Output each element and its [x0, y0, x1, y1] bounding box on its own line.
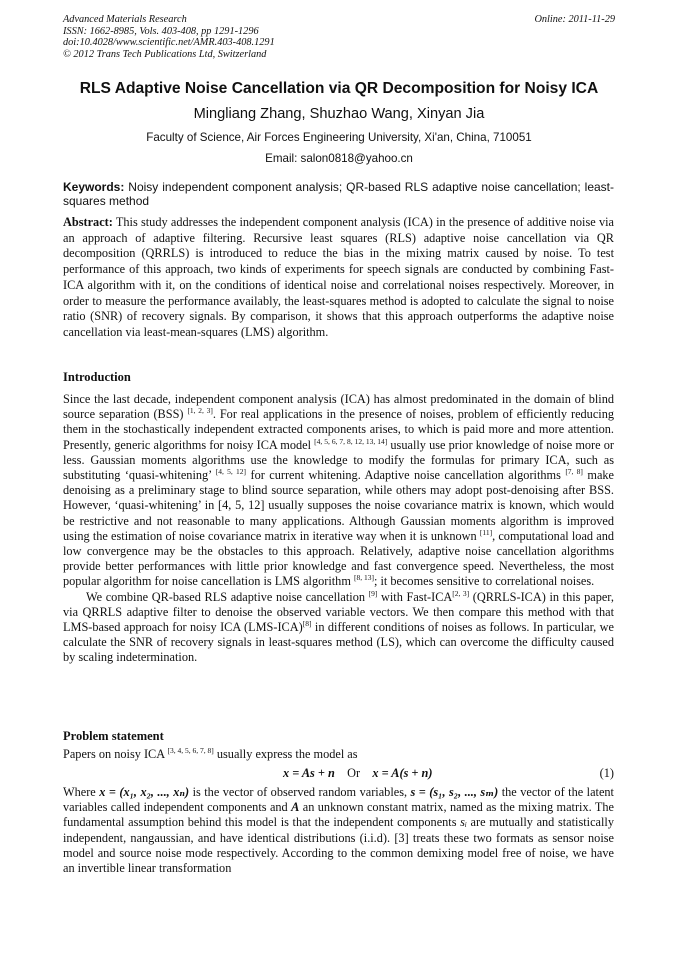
equation-1-content	[283, 766, 432, 781]
copyright-line: © 2012 Trans Tech Publications Ltd, Switzerland	[63, 48, 267, 60]
journal-header	[63, 14, 615, 60]
citation: [9]	[368, 588, 378, 598]
citation: [2, 3]	[452, 588, 470, 598]
problem-lead	[63, 747, 614, 762]
citation: [4, 5, 12]	[215, 467, 247, 477]
citation: [11]	[479, 527, 493, 537]
doi-line: doi:10.4028/www.scientific.net/AMR.403-408.1291	[63, 37, 275, 49]
equation-sensor-noise: x = As + n	[283, 766, 335, 780]
author-list: Mingliang Zhang, Shuzhao Wang, Xinyan Jia	[193, 106, 485, 122]
problem-text: the vector of the latent variables called independent components and	[63, 785, 614, 815]
citation: [8, 13]	[353, 573, 374, 583]
problem-lead-text: Papers on noisy ICA	[63, 747, 168, 761]
vector-s: s = (s₁, s₂, ..., sₘ)	[410, 785, 499, 799]
citation: [3, 4, 5, 6, 7, 8]	[167, 746, 214, 755]
abstract-block	[63, 215, 614, 341]
problem-text: Where	[63, 785, 100, 799]
paragraph-text: usually use prior knowledge of noise more or less. Gaussian moments algorithms use the knowledge to modify the formulas for primary ICA, such as substituting ‘quasi-whitening’	[63, 437, 615, 483]
equation-source-noise: x = A(s + n)	[372, 766, 433, 780]
equation-1	[63, 766, 614, 782]
paragraph-text: in different conditions of noises as follows. In particular, we calculate the SNR of recovery signals in least-squares method (LS), which can overcome the difficulty caused by scaling indetermination.	[63, 620, 615, 665]
keywords-text: Noisy independent component analysis; QR-based RLS adaptive noise cancellation; least-squares method	[63, 180, 614, 208]
paragraph-text: (QRRLS-ICA) in this paper, via QRRLS adaptive filter to denoise the observed variable vectors. We then compare this method with that LMS-based approach for noisy ICA (LMS-ICA)	[63, 589, 614, 635]
equation-number: (1)	[599, 766, 614, 780]
equation-or: Or	[347, 766, 361, 780]
paragraph-text: ; it becomes sensitive to correlational noises.	[373, 574, 595, 589]
paragraph-text: , computational load and low convergence may be the obstacles to this approach. Relatively, adaptive noise cancellation algorithms provide better performances with little prior knowledge and fast convergence speed. Nevertheless, the most popular algorithm for noise cancellation is LMS algorithm	[63, 528, 614, 589]
introduction-paragraph-2	[63, 590, 614, 666]
section-heading-introduction: Introduction	[63, 370, 131, 384]
journal-name: Advanced Materials Research	[63, 14, 187, 25]
citation: [1, 2, 3]	[187, 406, 213, 416]
abstract-label: Abstract:	[63, 215, 113, 229]
keywords-label: Keywords:	[63, 180, 125, 194]
affiliation: Faculty of Science, Air Forces Engineering University, Xi'an, China, 710051	[146, 131, 532, 144]
issn-line: ISSN: 1662-8985, Vols. 403-408, pp 1291-1296	[63, 25, 259, 37]
paragraph-text: with Fast-ICA	[377, 589, 453, 604]
paragraph-text: We combine QR-based RLS adaptive noise cancellation	[86, 589, 369, 604]
problem-lead-text-end: usually express the model as	[213, 747, 358, 761]
paper-title: RLS Adaptive Noise Cancellation via QR Decomposition for Noisy ICA	[79, 80, 599, 97]
vector-x: x = (x₁, x₂, ..., xₙ)	[99, 785, 190, 799]
citation: [7, 8]	[565, 467, 583, 477]
paragraph-text: Since the last decade, independent component analysis (ICA) has almost predominated in the domain of blind source separation (BSS)	[63, 392, 614, 422]
keywords-block	[63, 180, 614, 208]
problem-body	[63, 785, 614, 876]
problem-text: an unknown constant matrix, named as the mixing matrix. The fundamental assumption behind this model is that the independent components	[63, 800, 615, 830]
component-si: sᵢ	[460, 815, 467, 830]
citation: [4, 5, 6, 7, 8, 12, 13, 14]	[314, 436, 388, 446]
email-line: Email: salon0818@yahoo.cn	[265, 152, 413, 165]
introduction-paragraph-1	[63, 392, 614, 590]
paragraph-text: make denoising as a preliminary stage to blind source separation, while others may adopt post-denoising after BSS. However, ‘quasi-whitening’ in [4, 5, 12] usually supposes the noise covariance matrix is known, which would be restrictive and not reasonable to many applications. Although Gaussian moments algorithm is improved using the estimation of noise covariance matrix in iterative way when it is unknown	[63, 468, 615, 543]
introduction-body	[63, 392, 614, 666]
matrix-A: A	[291, 800, 300, 815]
abstract-text: This study addresses the independent component analysis (ICA) in the presence of additive noise via an approach of adaptive filtering. Recursive least squares (RLS) adaptive noise cancellation via QR decomposition (QRRLS) is introduced to reduce the bias in the mixing matrix caused by noise. To test performance of this approach, two kinds of experiments for speech signals are conducted by combining Fast-ICA algorithm with it, on the conditions of identical noise and correlational noises respectively. Moreover, in order to measure the performance availably, the least-squares method is adopted to calculate the signal to noise ratio (SNR) of recovery signals. By comparison, it shows that this approach outperforms the adaptive noise cancellation via least-mean-squares (LMS) algorithm.	[63, 215, 614, 339]
paragraph-text: . For real applications in the presence of noises, problem of efficiently reducing them in the stochastically independent extracted components arises, to which is paid more and more attention. Presently, generic algorithms for noisy ICA model	[63, 407, 614, 452]
online-date: Online: 2011-11-29	[534, 14, 615, 25]
citation: [8]	[302, 619, 312, 629]
problem-text: are mutually and statistically independent, nangaussian, and have identical distributions (i.i.d). [3] treats these two formats as sensor noise model and source noise mode respectively. According to the common demixing model free of noise, we have an invertible linear transformation	[63, 815, 614, 876]
paragraph-text: for current whitening. Adaptive noise cancellation algorithms	[246, 468, 566, 483]
problem-text: is the vector of observed random variables,	[189, 785, 411, 799]
section-heading-problem-statement: Problem statement	[63, 729, 164, 743]
